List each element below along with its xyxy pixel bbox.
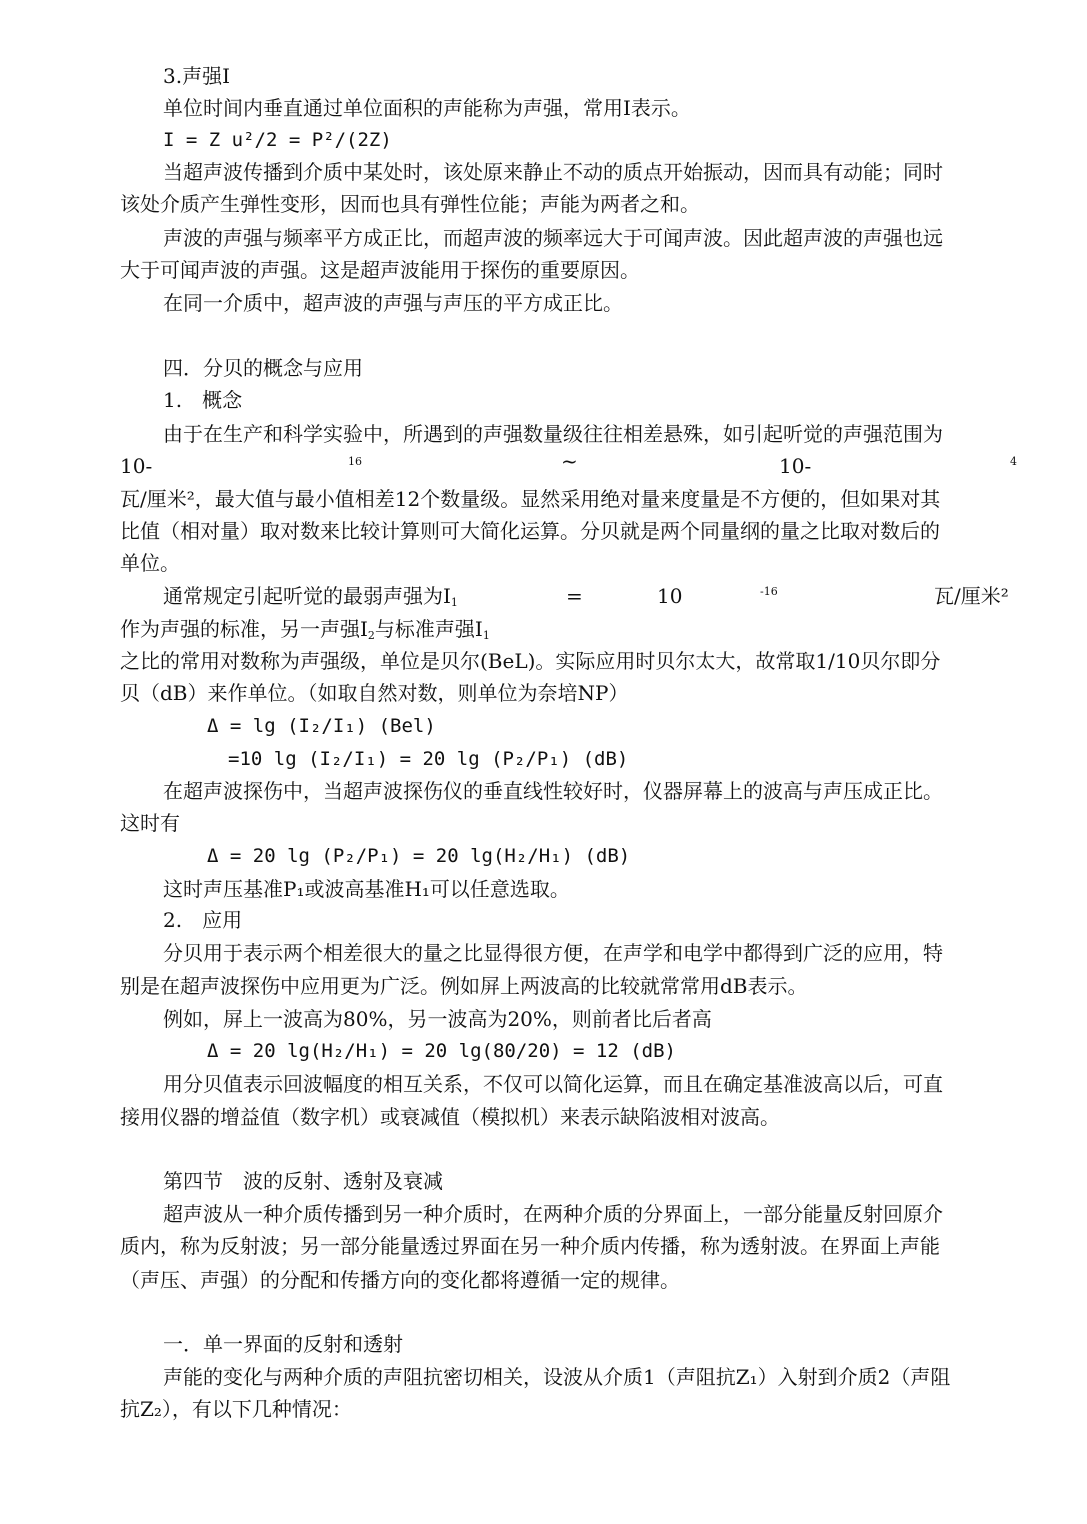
range-end-exponent: 4 bbox=[1010, 455, 1017, 468]
paragraph: 声波的声强与频率平方成正比，而超声波的频率远大于可闻声波。因此超声波的声强也远 bbox=[163, 226, 943, 250]
paragraph: 由于在生产和科学实验中，所遇到的声强数量级往往相差悬殊，如引起听觉的声强范围为 bbox=[163, 422, 943, 446]
subsection-heading: 1. 概念 bbox=[163, 388, 243, 412]
paragraph: 在同一介质中，超声波的声强与声压的平方成正比。 bbox=[163, 291, 623, 315]
paragraph: 比值（相对量）取对数来比较计算则可大简化运算。分贝就是两个同量纲的量之比取对数后的 bbox=[120, 519, 940, 543]
paragraph: 接用仪器的增益值（数字机）或衰减值（模拟机）来表示缺陷波相对波高。 bbox=[120, 1105, 780, 1129]
subsection-heading: 2. 应用 bbox=[163, 908, 243, 932]
paragraph: 别是在超声波探伤中应用更为广泛。例如屏上两波高的比较就常常用dB表示。 bbox=[120, 974, 808, 998]
formula: Δ = 20 lg(H₂/H₁) = 20 lg(80/20) = 12 (dB) bbox=[207, 1040, 676, 1062]
range-start-exponent: 16 bbox=[348, 455, 362, 468]
paragraph: 超声波从一种介质传播到另一种介质时，在两种介质的分界面上，一部分能量反射回原介 bbox=[163, 1202, 943, 1226]
range-tilde: ~ bbox=[561, 449, 578, 473]
paragraph: 该处介质产生弹性变形，因而也具有弹性位能；声能为两者之和。 bbox=[120, 192, 700, 216]
exponent: -16 bbox=[760, 585, 778, 598]
paragraph: 大于可闻声波的声强。这是超声波能用于探伤的重要原因。 bbox=[120, 258, 640, 282]
section-heading: 第四节 波的反射、透射及衰减 bbox=[163, 1169, 443, 1193]
paragraph: 作为声强的标准，另一声强$I_2$与标准声强$I_1$ bbox=[120, 617, 490, 642]
paragraph: 质内，称为反射波；另一部分能量透过界面在另一种介质内传播，称为透射波。在界面上声能 bbox=[120, 1234, 940, 1258]
paragraph: 之比的常用对数称为声强级，单位是贝尔(BeL)。实际应用时贝尔太大，故常取1/10贝尔即分 bbox=[120, 649, 941, 673]
subsection-heading: 一．单一界面的反射和透射 bbox=[163, 1332, 403, 1356]
paragraph: （声压、声强）的分配和传播方向的变化都将遵循一定的规律。 bbox=[120, 1268, 680, 1292]
paragraph: 单位时间内垂直通过单位面积的声能称为声强，常用I表示。 bbox=[163, 96, 691, 120]
paragraph: 分贝用于表示两个相差很大的量之比显得很方便，在声学和电学中都得到广泛的应用，特 bbox=[163, 941, 943, 965]
value-10: 10 bbox=[657, 584, 683, 608]
paragraph: 瓦/厘米²，最大值与最小值相差12个数量级。显然采用绝对量来度量是不方便的，但如果对其 bbox=[120, 487, 941, 511]
paragraph: 这时声压基准P₁或波高基准H₁可以任意选取。 bbox=[163, 877, 570, 901]
paragraph: 用分贝值表示回波幅度的相互关系，不仅可以简化运算，而且在确定基准波高以后，可直 bbox=[163, 1072, 943, 1096]
paragraph: 这时有 bbox=[120, 811, 180, 835]
paragraph: 贝（dB）来作单位。（如取自然对数，则单位为奈培NP） bbox=[120, 681, 629, 705]
range-end: 10- bbox=[779, 454, 812, 478]
formula: =10 lg (I₂/I₁) = 20 lg (P₂/P₁) (dB) bbox=[228, 748, 629, 770]
paragraph: 抗Z₂），有以下几种情况： bbox=[120, 1397, 352, 1421]
equals-sign: = bbox=[566, 584, 583, 608]
paragraph: 单位。 bbox=[120, 551, 180, 575]
unit: 瓦/厘米² bbox=[934, 584, 1009, 608]
section-heading: 四．分贝的概念与应用 bbox=[163, 356, 363, 380]
paragraph: 例如，屏上一波高为80%，另一波高为20%，则前者比后者高 bbox=[163, 1007, 712, 1031]
formula: I = Z u²/2 = P²/(2Z) bbox=[163, 129, 392, 151]
paragraph: 声能的变化与两种介质的声阻抗密切相关，设波从介质1（声阻抗Z₁）入射到介质2（声阻 bbox=[163, 1365, 951, 1389]
paragraph-fragment: 通常规定引起听觉的最弱声强为$I_1$ bbox=[163, 584, 458, 609]
paragraph: 在超声波探伤中，当超声波探伤仪的垂直线性较好时，仪器屏幕上的波高与声压成正比。 bbox=[163, 779, 943, 803]
formula: Δ = lg (I₂/I₁) (Bel) bbox=[207, 715, 436, 737]
range-start: 10- bbox=[120, 454, 153, 478]
section-heading: 3.声强I bbox=[163, 64, 230, 88]
paragraph: 当超声波传播到介质中某处时，该处原来静止不动的质点开始振动，因而具有动能；同时 bbox=[163, 160, 943, 184]
formula: Δ = 20 lg (P₂/P₁) = 20 lg(H₂/H₁) (dB) bbox=[207, 845, 631, 867]
